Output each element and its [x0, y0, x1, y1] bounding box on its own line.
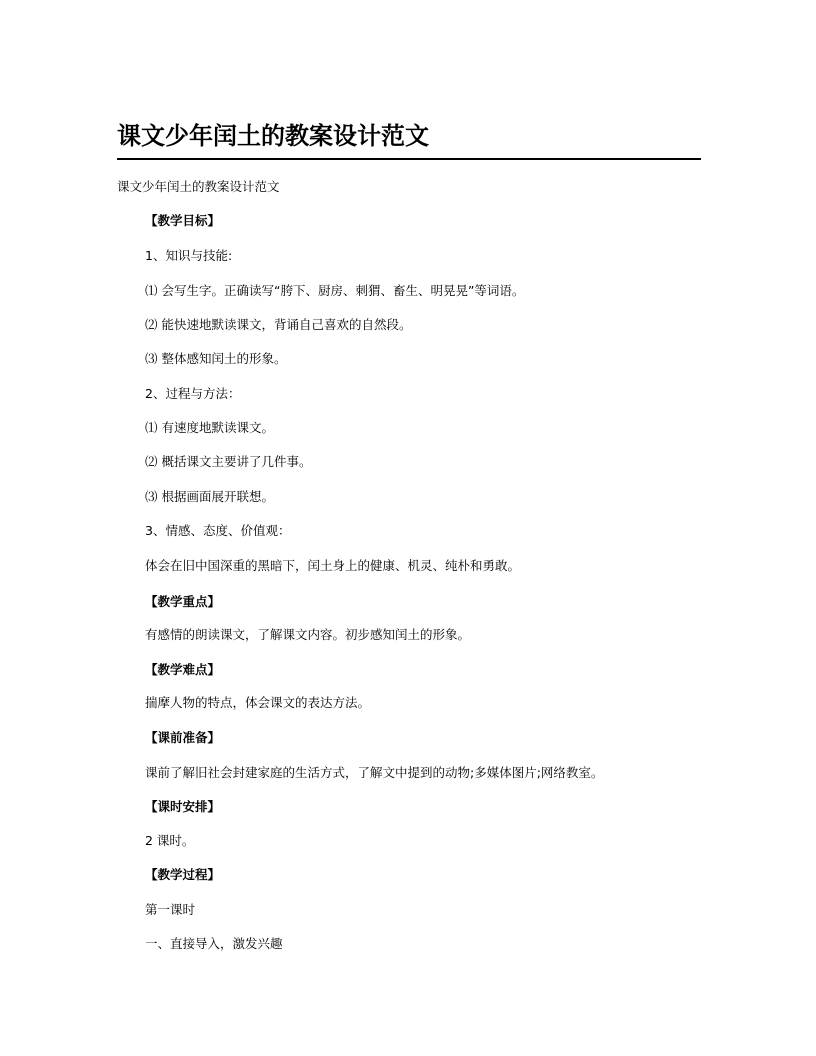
objective-emotion-heading: 3、情感、态度、价值观： [145, 523, 291, 538]
objective-item: ⑵ 能快速地默读课文，背诵自己喜欢的自然段。 [145, 317, 412, 332]
document-title: 课文少年闰土的教案设计范文 [117, 122, 429, 150]
objective-item: ⑶ 根据画面展开联想。 [145, 489, 274, 504]
section-heading-objectives: 【教学目标】 [145, 213, 221, 228]
objective-item: ⑵ 概括课文主要讲了几件事。 [145, 454, 312, 469]
body-paragraph: 2 课时。 [145, 833, 195, 848]
document-subtitle: 课文少年闰土的教案设计范文 [117, 179, 280, 194]
body-paragraph: 课前了解旧社会封建家庭的生活方式，了解文中提到的动物;多媒体图片;网络教室。 [145, 765, 604, 780]
objective-knowledge-heading: 1、知识与技能: [145, 248, 233, 263]
section-heading-key-points: 【教学重点】 [145, 594, 221, 609]
objective-item: ⑶ 整体感知闰土的形象。 [145, 351, 287, 366]
lesson-period-heading: 第一课时 [145, 902, 196, 917]
lesson-step-heading: 一、直接导入，激发兴趣 [145, 936, 283, 951]
objective-process-heading: 2、过程与方法： [145, 386, 241, 401]
section-heading-difficulties: 【教学难点】 [145, 662, 221, 677]
section-heading-preparation: 【课前准备】 [145, 730, 221, 745]
title-divider [117, 158, 701, 160]
body-paragraph: 有感情的朗读课文，了解课文内容。初步感知闰土的形象。 [145, 627, 471, 642]
objective-item: ⑴ 会写生字。正确读写“胯下、厨房、刺猬、畜生、明晃晃”等词语。 [145, 283, 525, 298]
body-paragraph: 体会在旧中国深重的黑暗下，闰土身上的健康、机灵、纯朴和勇敢。 [145, 558, 521, 573]
objective-item: ⑴ 有速度地默读课文。 [145, 420, 274, 435]
section-heading-process: 【教学过程】 [145, 867, 221, 882]
body-paragraph: 揣摩人物的特点，体会课文的表达方法。 [145, 695, 371, 710]
section-heading-schedule: 【课时安排】 [145, 799, 221, 814]
